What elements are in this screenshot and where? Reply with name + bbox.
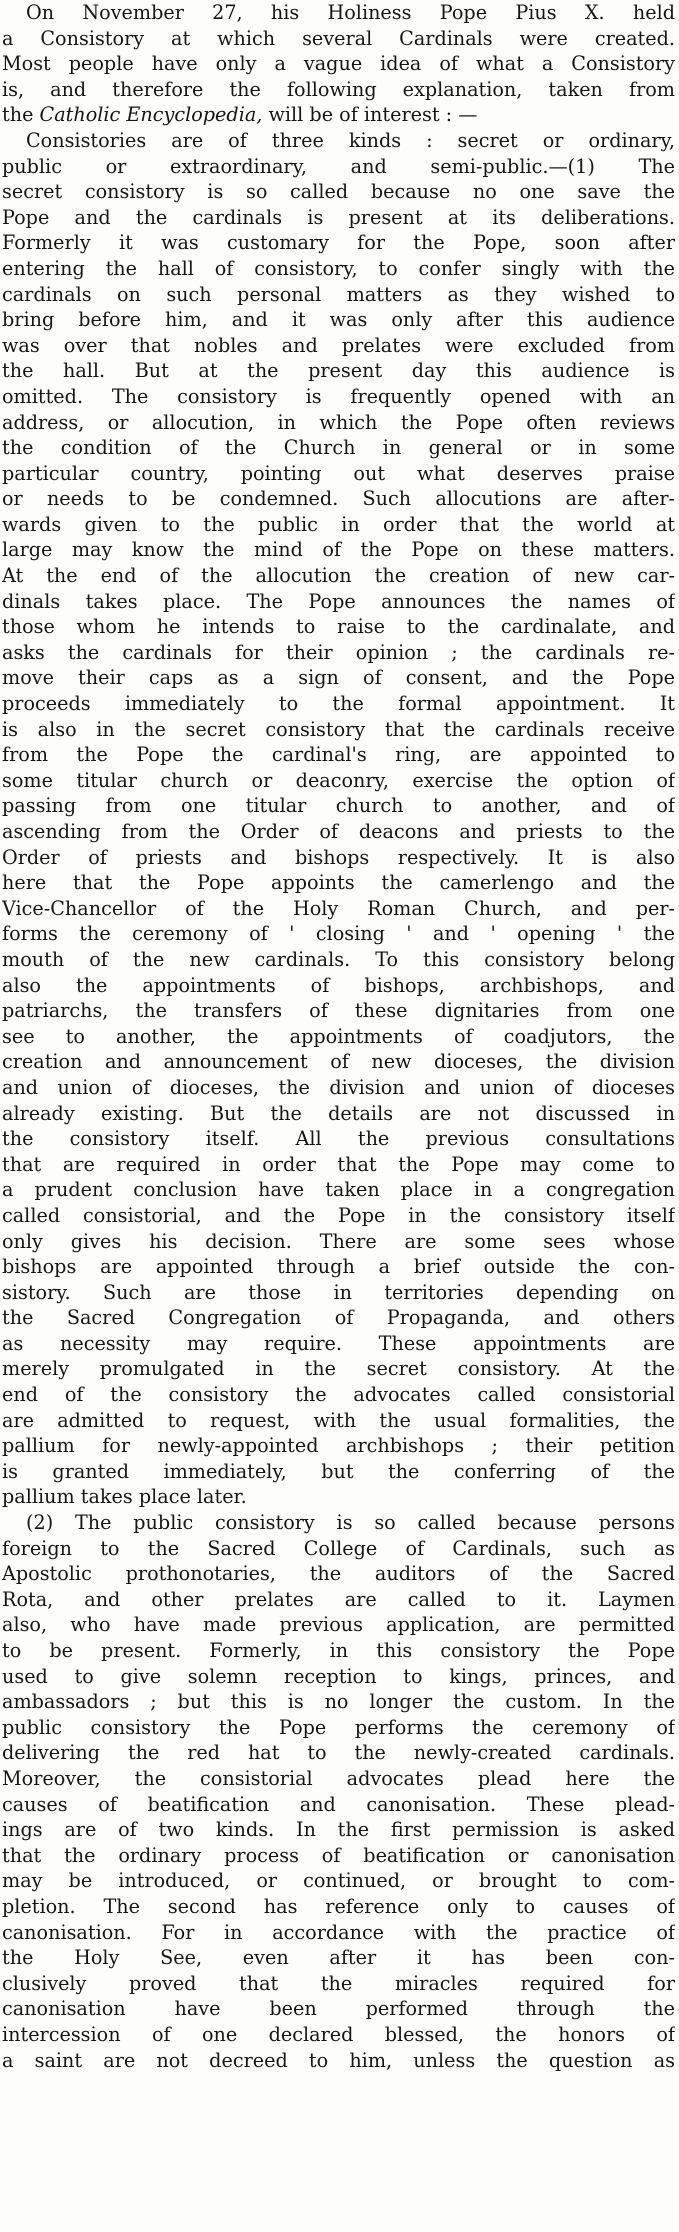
text-run: the <box>2 103 40 127</box>
text-line: delivering the red hat to the newly-created cardinals. <box>2 1741 675 1765</box>
text-line: also, who have made previous application, are permitted <box>2 1613 675 1637</box>
text-line: causes of beatification and canonisation. These plead- <box>2 1792 675 1816</box>
text-line: sistory. Such are those in territories depending on <box>2 1280 675 1304</box>
italic-title: Catholic Encyclopedia, <box>39 103 263 127</box>
text-line: omitted. The consistory is frequently opened with an <box>2 384 675 408</box>
text-line: to be present. Formerly, in this consistory the Pope <box>2 1639 675 1662</box>
text-line: patriarchs, the transfers of these dignitaries from one <box>2 999 675 1023</box>
text-line: foreign to the Sacred College of Cardinals, such as <box>2 1536 675 1560</box>
text-line: see to another, the appointments of coadjutors, the <box>2 1024 675 1048</box>
text-line: Most people have only a vague idea of what a Consistory <box>2 52 675 76</box>
text-line: and union of dioceses, the division and union of dioceses <box>2 1075 675 1099</box>
text-line: canonisation. For in accordance with the practice of <box>2 1920 675 1944</box>
text-line: may be introduced, or continued, or brought to com- <box>2 1869 675 1893</box>
text-line: used to give solemn reception to kings, princes, and <box>2 1664 675 1688</box>
text-line: wards given to the public in order that the world at <box>2 512 675 536</box>
text-line: Rota, and other prelates are called to it. Laymen <box>2 1587 675 1611</box>
text-line: some titular church or deaconry, exercise the option of <box>2 768 675 792</box>
text-line: public or extraordinary, and semi-public.—(1) The <box>2 154 675 178</box>
text-line: or needs to be condemned. Such allocutions are after- <box>2 487 675 511</box>
text-line: is granted immediately, but the conferring of the <box>2 1459 675 1483</box>
text-line <box>2 102 675 128</box>
text-line: Apostolic prothonotaries, the auditors of the Sacred <box>2 1562 675 1586</box>
text-line: the consistory itself. All the previous consultations <box>2 1127 675 1151</box>
text-line: Formerly it was customary for the Pope, soon after <box>2 231 675 255</box>
text-line: secret consistory is so called because no one save the <box>2 180 675 204</box>
text-line: here that the Pope appoints the camerlengo and the <box>2 871 675 895</box>
text-line: are admitted to request, with the usual formalities, the <box>2 1408 675 1432</box>
text-line: asks the cardinals for their opinion ; the cardinals re- <box>2 640 675 664</box>
text-line: bishops are appointed through a brief outside the con- <box>2 1255 675 1279</box>
text-line: particular country, pointing out what deserves praise <box>2 461 675 485</box>
text-line: the condition of the Church in general or in some <box>2 436 675 460</box>
text-line: also the appointments of bishops, archbishops, and <box>2 973 675 997</box>
text-line: intercession of one declared blessed, the honors of <box>2 2022 675 2046</box>
text-line: mouth of the new cardinals. To this consistory belong <box>2 947 675 971</box>
text-line: that the ordinary process of beatification or canonisation <box>2 1843 675 1867</box>
text-line: Vice-Chancellor of the Holy Roman Church, and per- <box>2 896 675 920</box>
text-line: ings are of two kinds. In the first permission is asked <box>2 1818 675 1842</box>
text-line: large may know the mind of the Pope on these matters. <box>2 538 675 562</box>
text-line: end of the consistory the advocates called consistorial <box>2 1383 675 1407</box>
text-line: At the end of the allocution the creation of new car- <box>2 564 675 588</box>
text-line: public consistory the Pope performs the ceremony of <box>2 1715 675 1739</box>
text-line: a prudent conclusion have taken place in a congregation <box>2 1178 675 1202</box>
text-line: cardinals on such personal matters as they wished to <box>2 282 675 306</box>
text-line: canonisation have been performed through the <box>2 1997 675 2021</box>
text-line: is, and therefore the following explanation, taken from <box>2 77 675 101</box>
text-line: On November 27, his Holiness Pope Pius X. held <box>26 1 675 24</box>
article-paragraph <box>2 1510 675 2073</box>
text-line: as necessity may require. These appointments are <box>2 1331 675 1355</box>
text-line: only gives his decision. There are some sees whose <box>2 1229 675 1253</box>
text-line: called consistorial, and the Pope in the consistory itself <box>2 1203 675 1227</box>
text-line: move their caps as a sign of consent, and the Pope <box>2 666 675 690</box>
text-line: pallium for newly-appointed archbishops ; their petition <box>2 1434 675 1458</box>
text-line: pallium takes place later. <box>2 1485 247 1509</box>
text-line: ambassadors ; but this is no longer the custom. In the <box>2 1690 675 1714</box>
text-line: a saint are not decreed to him, unless the question as <box>2 2048 675 2072</box>
text-line: the hall. But at the present day this audience is <box>2 359 675 383</box>
text-line: clusively proved that the miracles required for <box>2 1971 675 1995</box>
text-line: from the Pope the cardinal's ring, are appointed to <box>2 743 675 767</box>
text-line: is also in the secret consistory that the cardinals receive <box>2 717 675 741</box>
text-line: pletion. The second has reference only to causes of <box>2 1894 675 1918</box>
text-line: the Sacred Congregation of Propaganda, and others <box>2 1306 675 1330</box>
text-line: proceeds immediately to the formal appointment. It <box>2 692 675 716</box>
text-line: bring before him, and it was only after this audience <box>2 308 675 332</box>
text-line: Pope and the cardinals is present at its deliberations. <box>2 205 675 229</box>
text-line: already existing. But the details are not discussed in <box>2 1101 675 1125</box>
text-line: a Consistory at which several Cardinals were created. <box>2 26 675 50</box>
article-paragraph <box>2 128 675 1510</box>
text-run: will be of interest : — <box>262 103 478 127</box>
article-paragraph <box>2 0 675 128</box>
text-line: Consistories are of three kinds : secret or ordinary, <box>26 128 675 152</box>
text-line: ascending from the Order of deacons and priests to the <box>2 820 675 843</box>
text-line: creation and announcement of new dioceses, the division <box>2 1050 675 1074</box>
text-line: (2) The public consistory is so called because persons <box>26 1511 675 1535</box>
text-line: dinals takes place. The Pope announces the names of <box>2 589 675 613</box>
article-column <box>2 0 675 2073</box>
text-line: entering the hall of consistory, to confer singly with the <box>2 256 675 280</box>
text-line: Order of priests and bishops respectively. It is also <box>2 845 675 869</box>
text-line: that are required in order that the Pope may come to <box>2 1152 675 1176</box>
text-line: those whom he intends to raise to the cardinalate, and <box>2 615 675 639</box>
text-line: the Holy See, even after it has been con- <box>2 1946 675 1970</box>
text-line: was over that nobles and prelates were excluded from <box>2 333 675 357</box>
text-line: Moreover, the consistorial advocates plead here the <box>2 1766 675 1790</box>
text-line: passing from one titular church to another, and of <box>2 794 675 818</box>
text-line: forms the ceremony of ' closing ' and ' opening ' the <box>2 922 675 946</box>
text-line: address, or allocution, in which the Pope often reviews <box>2 410 675 434</box>
text-line: merely promulgated in the secret consistory. At the <box>2 1357 675 1381</box>
